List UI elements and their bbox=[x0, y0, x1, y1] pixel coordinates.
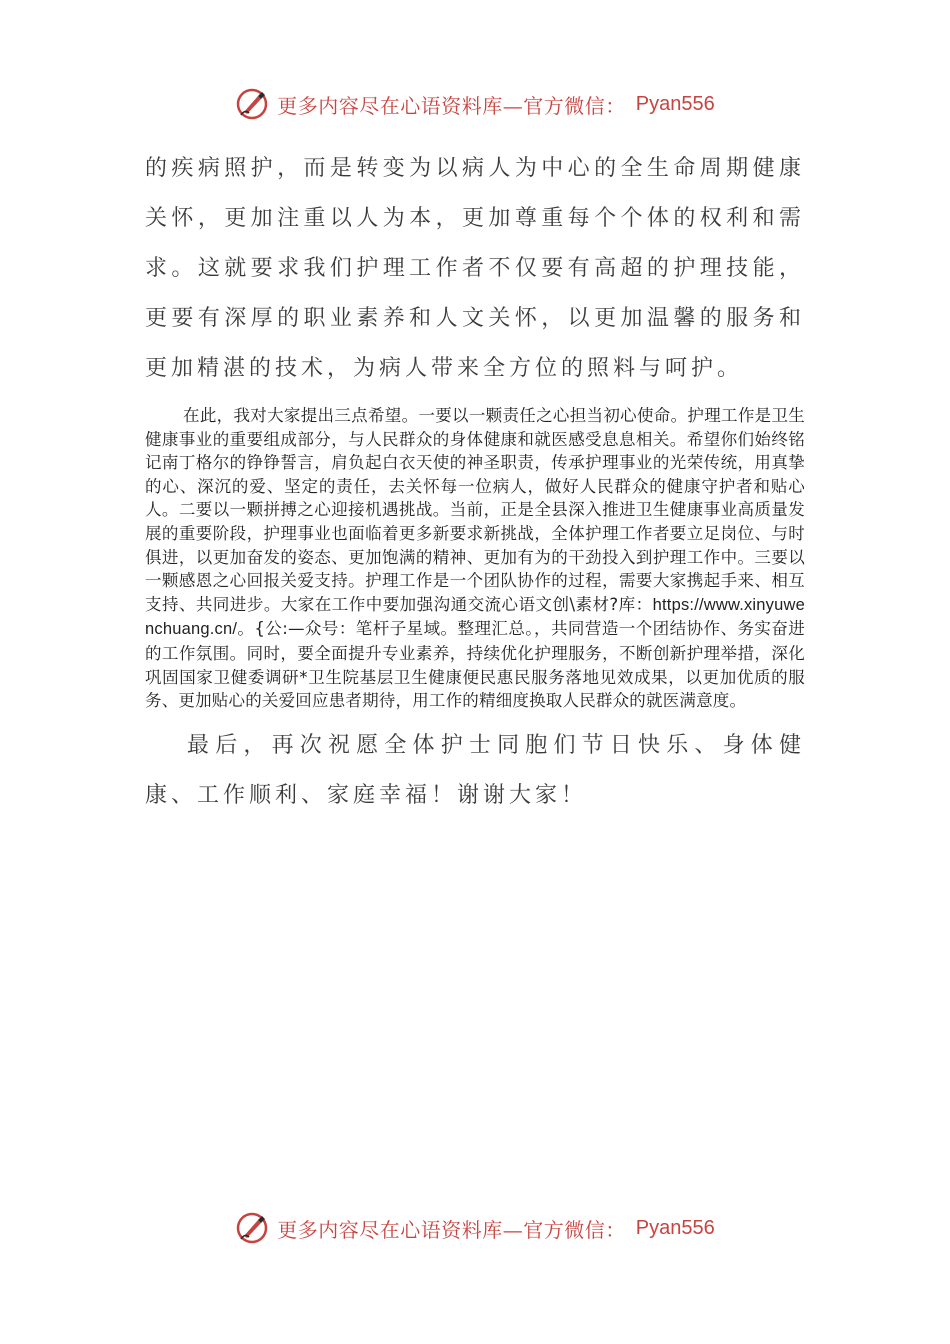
paragraph-2 bbox=[145, 404, 805, 713]
brand-text: 更多内容尽在心语资料库—官方微信： bbox=[277, 93, 626, 118]
paragraph-2-text-a: 在此，我对大家提出三点希望。一要以一颗责任之心担当初心使命。护理工作是卫生健康事业的重要组成部分，与人民群众的身体健康和就医感受息息相关。希望你们始终铭记南丁格尔的铮铮誓言，肩负起白衣天使的神圣职责，传承护理事业的光荣传统，用真挚的心、深沉的爱、坚定的责任，去关怀每一位病人，做好人民群众的健康守护者和贴心人。二要以一颗拼搏之心迎接机遇挑战。当前，正是全县深入推进卫生健康事业高质量发展的重要阶段，护理事业也面临着更多新要求新挑战，全体护理工作者要立足岗位、与时俱进，以更加奋发的姿态、更加饱满的精神、更加有为的干劲投入到护理工作中。三要以一颗感恩之心回报关爱支持。护理工作是一个团队协作的过程，需要大家携起手来、相互支持、共同进步。大家在工作中要加强沟通交流心语文创\素材?库： bbox=[145, 406, 805, 614]
paragraph-2-text-b: 。{公:—众号：笔杆子星域。整理汇总。，共同营造一个团结协作、务实奋进的工作氛围。同时，要全面提升专业素养，持续优化护理服务，不断创新护理举措，深化巩固国家卫健委调研*卫生院基层卫生健康便民惠民服务落地见效成果，以更加优质的服务、更加贴心的关爱回应患者期待，用工作的精细度换取人民群众的就医满意度。 bbox=[145, 619, 805, 711]
brand-wechat-id: Pyan556 bbox=[635, 92, 715, 115]
brand-wechat-id: Pyan556 bbox=[635, 1216, 715, 1239]
brand-footer bbox=[0, 1206, 950, 1250]
paragraph-1: 的疾病照护，而是转变为以病人为中心的全生命周期健康关怀，更加注重以人为本，更加尊重每个个体的权利和需求。这就要求我们护理工作者不仅要有高超的护理技能，更要有深厚的职业素养和人文关怀，以更加温馨的服务和更加精湛的技术，为病人带来全方位的照料与呵护。 bbox=[145, 156, 805, 381]
document-body bbox=[145, 144, 805, 821]
pen-circle-logo-icon bbox=[235, 87, 269, 121]
brand-header bbox=[0, 82, 950, 126]
paragraph-3: 最后，再次祝愿全体护士同胞们节日快乐、身体健康、工作顺利、家庭幸福！谢谢大家！ bbox=[145, 732, 805, 808]
pen-circle-logo-icon bbox=[235, 1211, 269, 1245]
paragraph-2-url: https://www.xinyuwenchuang.cn/ bbox=[145, 595, 805, 639]
brand-text: 更多内容尽在心语资料库—官方微信： bbox=[277, 1217, 626, 1242]
